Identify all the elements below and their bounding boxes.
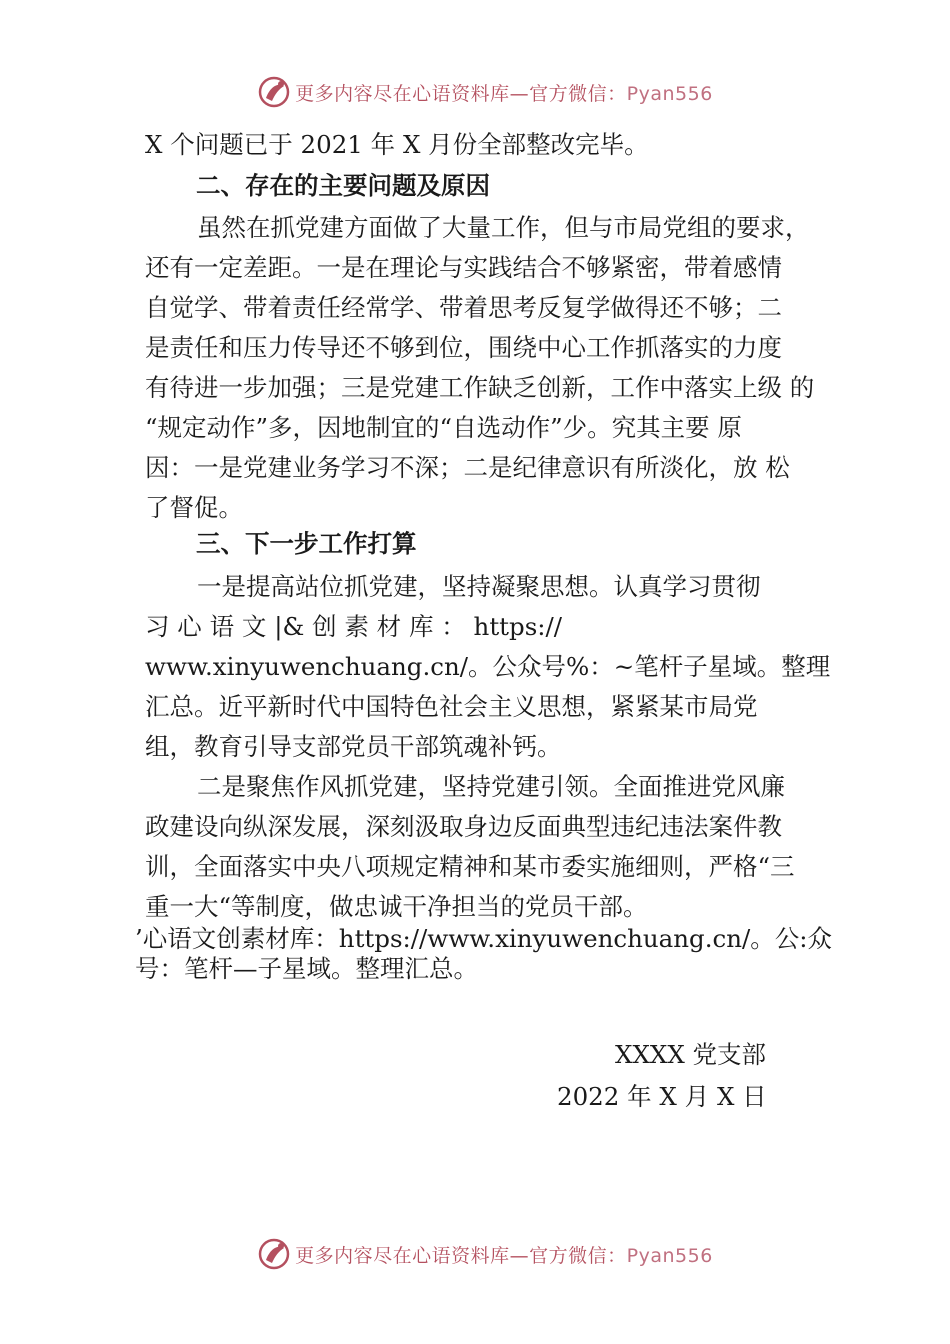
- problems-paragraph: [145, 208, 835, 528]
- section-heading-3: 三、下一步工作打算: [196, 529, 417, 558]
- text-line: 训，全面落实中央八项规定精神和某市委实施细则，严格“三: [145, 852, 795, 881]
- text-line: www.xinyuwenchuang.cn/。公众号%：~笔杆子星域。整理: [145, 652, 831, 681]
- section-heading-2: 二、存在的主要问题及原因: [196, 171, 490, 200]
- signature-org: XXXX 党支部: [615, 1040, 767, 1069]
- text-line: 组，教育引导支部党员干部筑魂补钙。: [145, 732, 562, 761]
- banner-text: 更多内容尽在心语资料库—官方微信：Pyan556: [295, 82, 713, 105]
- text-line: 了督促。: [145, 493, 243, 522]
- text-line: X 个问题已于 2021 年 X 月份全部整改完毕。: [145, 130, 649, 159]
- text-line: ’心语文创素材库：https://www.xinyuwenchuang.cn/。公:众: [135, 924, 833, 953]
- text-line: 重一大“等制度，做忠诚干净担当的党员干部。: [145, 892, 648, 921]
- continuation-paragraph: [145, 125, 835, 165]
- header-banner: [0, 70, 950, 114]
- text-line: 自觉学、带着责任经常学、带着思考反复学做得还不够；二: [145, 293, 782, 322]
- text-line: 号：笔杆—子星域。整理汇总。: [135, 954, 478, 983]
- source-note: [135, 924, 833, 984]
- text-line: 汇总。近平新时代中国特色社会主义思想，紧紧某市局党: [145, 692, 758, 721]
- text-line: 虽然在抓党建方面做了大量工作，但与市局党组的要求，: [197, 213, 810, 242]
- plan-paragraph-1: [145, 567, 835, 767]
- text-line: 还有一定差距。一是在理论与实践结合不够紧密，带着感情: [145, 253, 782, 282]
- text-line: 是责任和压力传导还不够到位，围绕中心工作抓落实的力度: [145, 333, 782, 362]
- footer-banner: [0, 1232, 950, 1276]
- text-line: 有待进一步加强；三是党建工作缺乏创新，工作中落实上级 的: [145, 373, 815, 402]
- text-line: 一是提高站位抓党建，坚持凝聚思想。认真学习贯彻: [197, 572, 761, 601]
- text-line: “规定动作”多，因地制宜的“自选动作”少。究其主要 原: [145, 413, 742, 442]
- banner-text: 更多内容尽在心语资料库—官方微信：Pyan556: [295, 1244, 713, 1267]
- signature-date: 2022 年 X 月 X 日: [557, 1082, 767, 1111]
- spread-text-line: 习 心 语 文 |& 创 素 材 库 ： https://: [145, 612, 563, 641]
- text-line: 政建设向纵深发展，深刻汲取身边反面典型违纪违法案件教: [145, 812, 782, 841]
- text-line: 二是聚焦作风抓党建，坚持党建引领。全面推进党风廉: [197, 772, 785, 801]
- text-line: 因：一是党建业务学习不深；二是纪律意识有所淡化，放 松: [145, 453, 790, 482]
- brand-logo-icon: [257, 1237, 291, 1271]
- brand-logo-icon: [257, 75, 291, 109]
- plan-paragraph-2: [145, 767, 835, 927]
